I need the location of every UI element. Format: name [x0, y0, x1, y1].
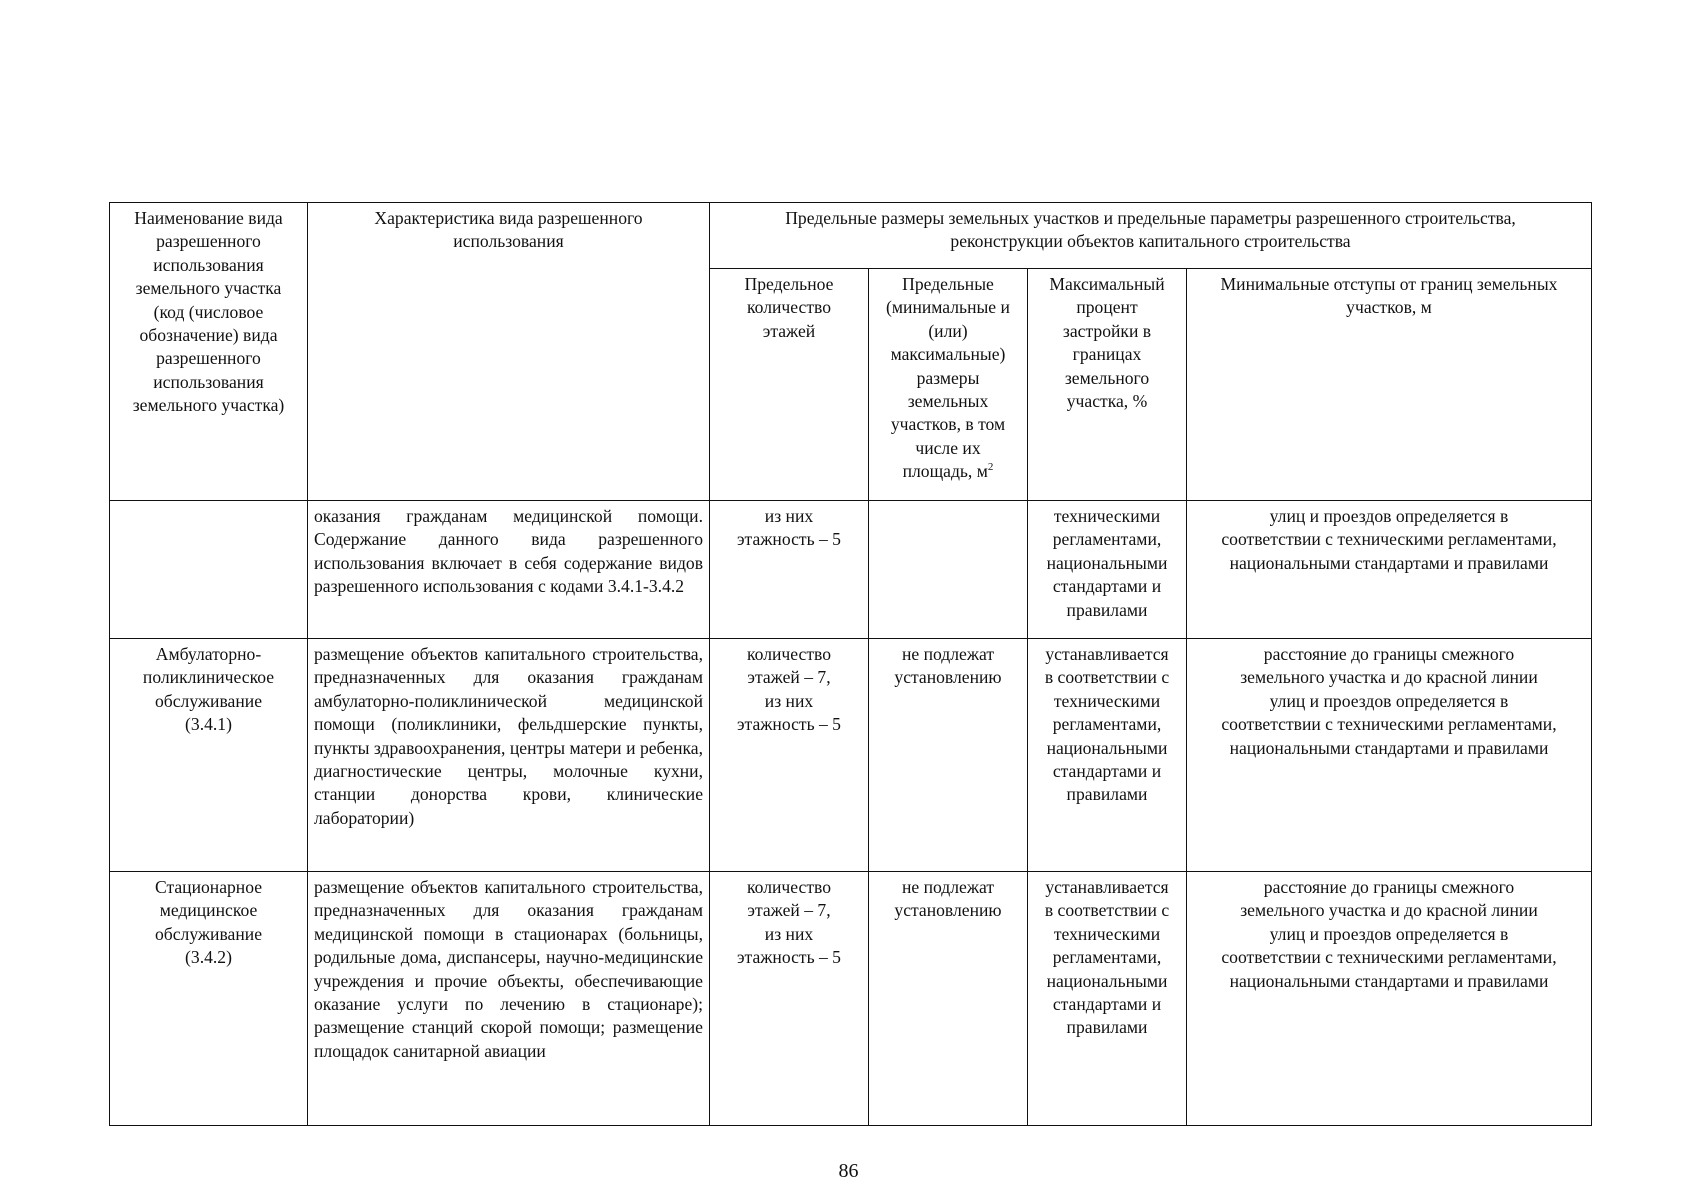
header-plot-size-cell — [869, 269, 1028, 501]
row-coverage-cell: устанавливается в соответствии с техническими регламентами, национальными стандартами и правилами — [1028, 872, 1187, 1126]
header-limits-group-cell: Предельные размеры земельных участков и предельные параметры разрешенного строительства, реконструкции объектов капитального строительства — [710, 203, 1592, 269]
row-setbacks-cell: улиц и проездов определяется в соответствии с техническими регламентами, национальными стандартами и правилами — [1187, 501, 1592, 639]
zoning-table — [109, 202, 1592, 1126]
header-plot-size-superscript: 2 — [987, 461, 994, 474]
row-floors-cell: из них этажность – 5 — [710, 501, 869, 639]
header-plot-size-text: Предельные (минимальные и (или) максимальные) размеры земельных участков, в том числе их площадь, м — [886, 274, 1010, 482]
row-plot-size-cell: не подлежат установлению — [869, 872, 1028, 1126]
row-setbacks-cell: расстояние до границы смежного земельного участка и до красной линии улиц и проездов определяется в соответствии с техническими регламентами, национальными стандартами и правилами — [1187, 872, 1592, 1126]
row-name-cell: Стационарное медицинское обслуживание (3.4.2) — [110, 872, 308, 1126]
row-characteristic-cell: размещение объектов капитального строительства, предназначенных для оказания гражданам амбулаторно-поликлинической медицинской помощи (поликлиники, фельдшерские пункты, пункты здравоохранения, центры матери и ребенка, диагностические центры, молочные кухни, станции донорства крови, клинические лаборатории) — [308, 639, 710, 872]
row-coverage-cell: устанавливается в соответствии с техническими регламентами, национальными стандартами и правилами — [1028, 639, 1187, 872]
header-name-cell: Наименование вида разрешенного использования земельного участка (код (числовое обозначение) вида разрешенного использования земельного участка) — [110, 203, 308, 501]
table-row — [110, 872, 1592, 1126]
table-row — [110, 501, 1592, 639]
row-plot-size-cell: не подлежат установлению — [869, 639, 1028, 872]
row-floors-cell: количество этажей – 7, из них этажность – 5 — [710, 639, 869, 872]
row-setbacks-cell: расстояние до границы смежного земельного участка и до красной линии улиц и проездов определяется в соответствии с техническими регламентами, национальными стандартами и правилами — [1187, 639, 1592, 872]
header-setbacks-cell: Минимальные отступы от границ земельных участков, м — [1187, 269, 1592, 501]
row-floors-cell: количество этажей – 7, из них этажность – 5 — [710, 872, 869, 1126]
header-coverage-cell: Максимальный процент застройки в границах земельного участка, % — [1028, 269, 1187, 501]
header-row-1 — [110, 203, 1592, 269]
page-number: 86 — [838, 1160, 859, 1182]
row-plot-size-cell — [869, 501, 1028, 639]
row-characteristic-cell: размещение объектов капитального строительства, предназначенных для оказания гражданам медицинской помощи в стационарах (больницы, родильные дома, диспансеры, научно-медицинские учреждения и прочие объекты, обеспечивающие оказание услуги по лечению в стационаре); размещение станций скорой помощи; размещение площадок санитарной авиации — [308, 872, 710, 1126]
row-name-cell: Амбулаторно- поликлиническое обслуживание (3.4.1) — [110, 639, 308, 872]
row-characteristic-cell: оказания гражданам медицинской помощи. Содержание данного вида разрешенного использования включает в себя содержание видов разрешенного использования с кодами 3.4.1-3.4.2 — [308, 501, 710, 639]
table-row — [110, 639, 1592, 872]
header-characteristic-cell: Характеристика вида разрешенного использования — [308, 203, 710, 501]
row-coverage-cell: техническими регламентами, национальными стандартами и правилами — [1028, 501, 1187, 639]
header-floors-cell: Предельное количество этажей — [710, 269, 869, 501]
row-name-cell — [110, 501, 308, 639]
